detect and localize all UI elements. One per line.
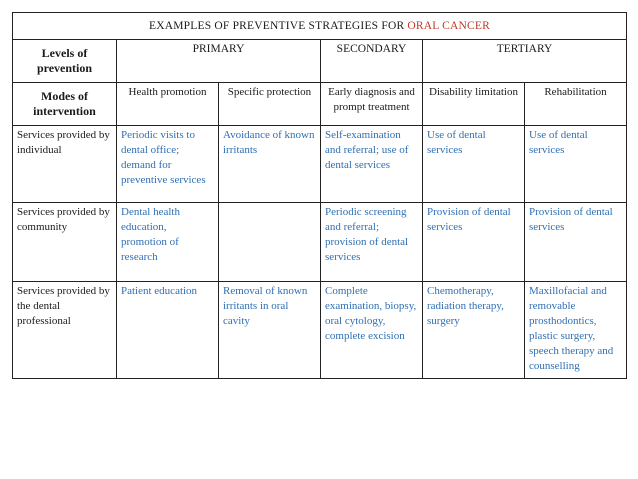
- table-cell: Removal of known irritants in oral cavity: [219, 282, 321, 379]
- table-cell: Self-examination and referral; use of dental services: [321, 126, 423, 203]
- table-cell: Complete examination, biopsy, oral cytology, complete excision: [321, 282, 423, 379]
- row-label-dental-professional: Services provided by the dental professional: [13, 282, 117, 379]
- preventive-strategies-table: [12, 12, 627, 379]
- levels-label: Levels of prevention: [13, 40, 117, 83]
- mode-disability-limitation: Disability limitation: [423, 83, 525, 126]
- level-tertiary: TERTIARY: [423, 40, 627, 83]
- table-row: [13, 203, 627, 282]
- table-cell: Provision of dental services: [423, 203, 525, 282]
- table-cell: Avoidance of known irritants: [219, 126, 321, 203]
- row-label-community: Services provided by community: [13, 203, 117, 282]
- table-cell: Use of dental services: [423, 126, 525, 203]
- title-text: EXAMPLES OF PREVENTIVE STRATEGIES FOR: [149, 19, 408, 32]
- mode-specific-protection: Specific protection: [219, 83, 321, 126]
- level-secondary: SECONDARY: [321, 40, 423, 83]
- table-cell: [219, 203, 321, 282]
- mode-early-diagnosis: Early diagnosis and prompt treatment: [321, 83, 423, 126]
- table-row: [13, 126, 627, 203]
- title-accent-text: ORAL CANCER: [407, 19, 491, 32]
- mode-health-promotion: Health promotion: [117, 83, 219, 126]
- table-cell: Chemotherapy, radiation therapy, surgery: [423, 282, 525, 379]
- table-cell: Patient education: [117, 282, 219, 379]
- table-cell: Provision of dental services: [525, 203, 627, 282]
- title-row: [13, 13, 627, 40]
- table-cell: Periodic visits to dental office; demand for preventive services: [117, 126, 219, 203]
- levels-row: [13, 40, 627, 83]
- row-label-individual: Services provided by individual: [13, 126, 117, 203]
- mode-rehabilitation: Rehabilitation: [525, 83, 627, 126]
- modes-label: Modes of intervention: [13, 83, 117, 126]
- modes-row: [13, 83, 627, 126]
- level-primary: PRIMARY: [117, 40, 321, 83]
- table-cell: Dental health education, promotion of research: [117, 203, 219, 282]
- table-cell: Use of dental services: [525, 126, 627, 203]
- table-row: [13, 282, 627, 379]
- table-cell: Periodic screening and referral; provision of dental services: [321, 203, 423, 282]
- table-title: [13, 13, 627, 40]
- table-cell: Maxillofacial and removable prosthodontics, plastic surgery, speech therapy and counselling: [525, 282, 627, 379]
